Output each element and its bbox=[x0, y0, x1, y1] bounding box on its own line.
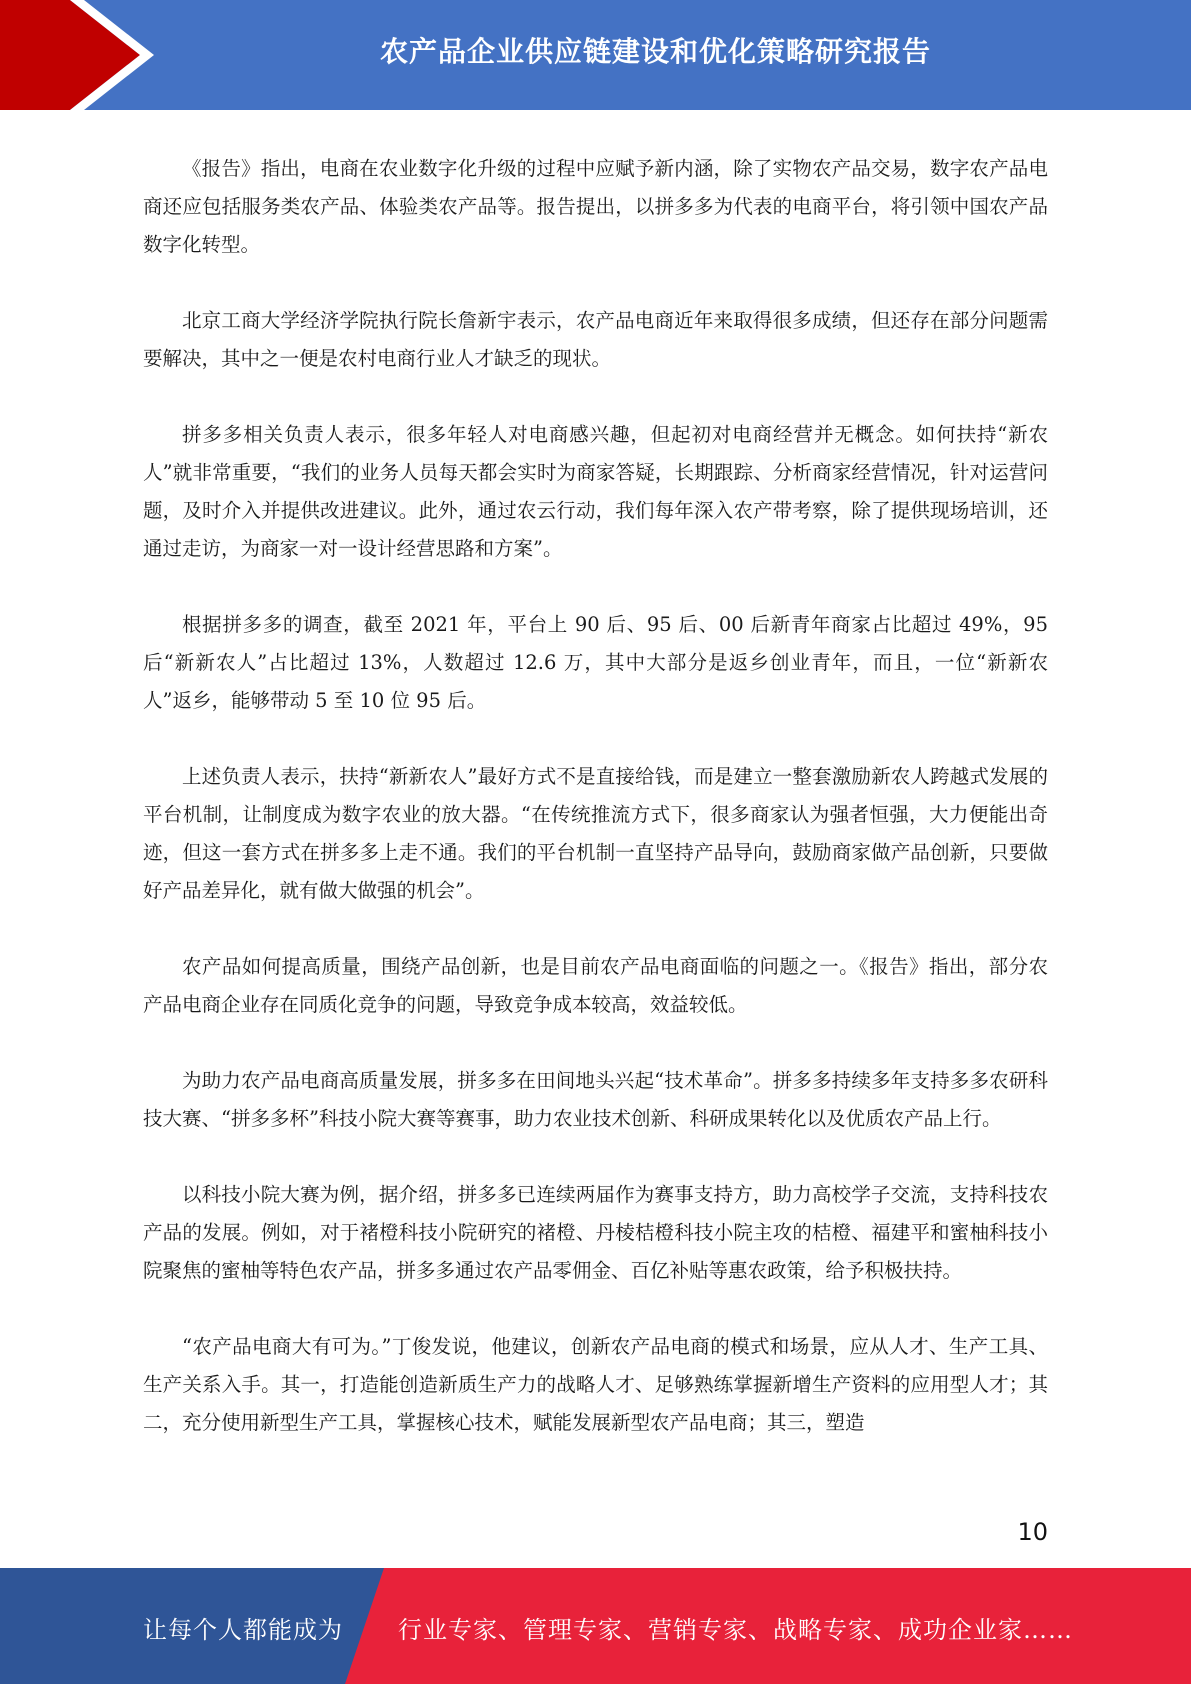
footer-banner bbox=[0, 1568, 1191, 1684]
paragraph: 为助力农产品电商高质量发展，拼多多在田间地头兴起“技术革命”。拼多多持续多年支持多多农研科技大赛、“拼多多杯”科技小院大赛等赛事，助力农业技术创新、科研成果转化以及优质农产品上行。 bbox=[143, 1069, 1048, 1130]
document-title: 农产品企业供应链建设和优化策略研究报告 bbox=[379, 35, 931, 68]
paragraph: 根据拼多多的调查，截至 2021 年，平台上 90 后、95 后、00 后新青年商家占比超过 49%，95 后“新新农人”占比超过 13%，人数超过 12.6 万，其中大部分是返乡创业青年，而且，一位“新新农人”返乡，能够带动 5 至 10 位 95 后。 bbox=[143, 613, 1048, 712]
header-bar bbox=[0, 0, 1191, 110]
paragraph: 以科技小院大赛为例，据介绍，拼多多已连续两届作为赛事支持方，助力高校学子交流，支持科技农产品的发展。例如，对于褚橙科技小院研究的褚橙、丹棱桔橙科技小院主攻的桔橙、福建平和蜜柚科技小院聚焦的蜜柚等特色农产品，拼多多通过农产品零佣金、百亿补贴等惠农政策，给予积极扶持。 bbox=[143, 1183, 1048, 1282]
footer-slogan-left: 让每个人都能成为 bbox=[143, 1616, 343, 1644]
paragraph: “农产品电商大有可为。”丁俊发说，他建议，创新农产品电商的模式和场景，应从人才、生产工具、生产关系入手。其一，打造能创造新质生产力的战略人才、足够熟练掌握新增生产资料的应用型人才；其二，充分使用新型生产工具，掌握核心技术，赋能发展新型农产品电商；其三，塑造 bbox=[143, 1335, 1048, 1434]
paragraph: 北京工商大学经济学院执行院长詹新宇表示，农产品电商近年来取得很多成绩，但还存在部分问题需要解决，其中之一便是农村电商行业人才缺乏的现状。 bbox=[143, 309, 1048, 370]
paragraph: 农产品如何提高质量，围绕产品创新，也是目前农产品电商面临的问题之一。《报告》指出，部分农产品电商企业存在同质化竞争的问题，导致竞争成本较高，效益较低。 bbox=[143, 955, 1048, 1016]
header-chevron-decoration bbox=[0, 0, 160, 110]
paragraph: 上述负责人表示，扶持“新新农人”最好方式不是直接给钱，而是建立一整套激励新农人跨越式发展的平台机制，让制度成为数字农业的放大器。“在传统推流方式下，很多商家认为强者恒强，大力便能出奇迹，但这一套方式在拼多多上走不通。我们的平台机制一直坚持产品导向，鼓励商家做产品创新，只要做好产品差异化，就有做大做强的机会”。 bbox=[143, 765, 1048, 902]
document-body bbox=[143, 150, 1048, 1480]
paragraph: 拼多多相关负责人表示，很多年轻人对电商感兴趣，但起初对电商经营并无概念。如何扶持“新农人”就非常重要，“我们的业务人员每天都会实时为商家答疑，长期跟踪、分析商家经营情况，针对运营问题，及时介入并提供改进建议。此外，通过农云行动，我们每年深入农产带考察，除了提供现场培训，还通过走访，为商家一对一设计经营思路和方案”。 bbox=[143, 423, 1048, 560]
page-number: 10 bbox=[1017, 1518, 1048, 1546]
footer-slogan-right: 行业专家、管理专家、营销专家、战略专家、成功企业家…… bbox=[398, 1616, 1073, 1644]
paragraph: 《报告》指出，电商在农业数字化升级的过程中应赋予新内涵，除了实物农产品交易，数字农产品电商还应包括服务类农产品、体验类农产品等。报告提出，以拼多多为代表的电商平台，将引领中国农产品数字化转型。 bbox=[143, 157, 1048, 256]
